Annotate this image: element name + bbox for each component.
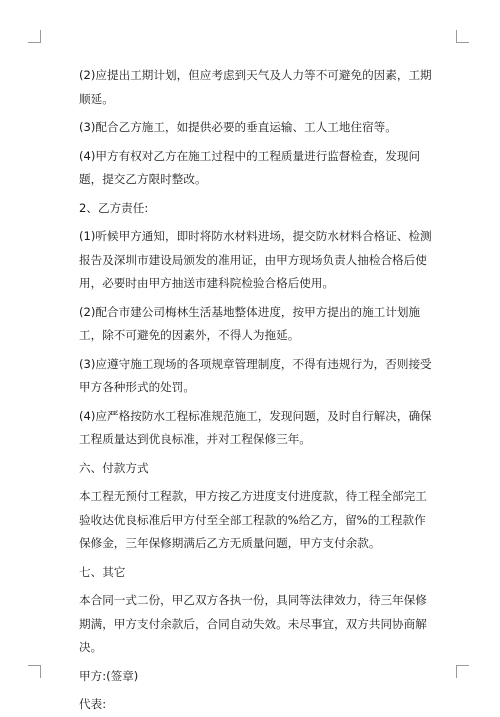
crop-mark-top-right — [456, 30, 469, 43]
crop-mark-bottom-right — [456, 665, 469, 678]
section-heading-other: 七、其它 — [79, 564, 126, 579]
paragraph-3-cooperate: (3)配合乙方施工，如提供必要的垂直运输、工人工地住宿等。 — [79, 120, 397, 134]
paragraph-2-schedule: (2)应提出工期计划，但应考虑到天气及人力等不可避免的因素，工期顺延。 — [79, 68, 432, 106]
paragraph-other-terms: 本合同一式二份，甲乙双方各执一份，具同等法律效力，待三年保修期满，甲方支付余款后，合同自动失效。未尽事宜，双方共同协商解决。 — [79, 593, 427, 654]
paragraph-b4-standards: (4)应严格按防水工程标准规范施工，发现问题，及时自行解决，确保工程质量达到优良标准，并对工程保修三年。 — [79, 408, 432, 446]
document-body — [79, 64, 435, 717]
paragraph-b1-materials: (1)听候甲方通知，即时将防水材料进场，提交防水材料合格证、检测报告及深圳市建设局颁发的准用证，由甲方现场负责人抽检合格后使用，必要时由甲方抽送市建科院检验合格后使用。 — [79, 229, 432, 290]
paragraph-payment-terms: 本工程无预付工程款，甲方按乙方进度支付进度款，待工程全部完工验收达优良标准后甲方付至全部工程款的%给乙方，留%的工程款作保修金，三年保修期满后乙方无质量问题，甲方支付余款。 — [79, 489, 427, 550]
signature-representative: 代表: — [79, 697, 107, 711]
paragraph-b3-rules: (3)应遵守施工现场的各项规章管理制度，不得有违规行为，否则接受甲方各种形式的处罚。 — [79, 356, 432, 394]
paragraph-b2-progress: (2)配合市建公司梅林生活基地整体进度，按甲方提出的施工计划施工，除不可避免的因素外，不得人为拖延。 — [79, 304, 421, 342]
section-heading-party-b: 2、乙方责任: — [79, 200, 149, 215]
crop-mark-top-left — [28, 30, 41, 43]
paragraph-4-supervision: (4)甲方有权对乙方在施工过程中的工程质量进行监督检查，发现问题，提交乙方限时整改。 — [79, 148, 421, 186]
crop-mark-bottom-left — [28, 665, 41, 678]
section-heading-payment: 六、付款方式 — [79, 460, 149, 475]
signature-party-a: 甲方:(签章) — [79, 668, 139, 683]
